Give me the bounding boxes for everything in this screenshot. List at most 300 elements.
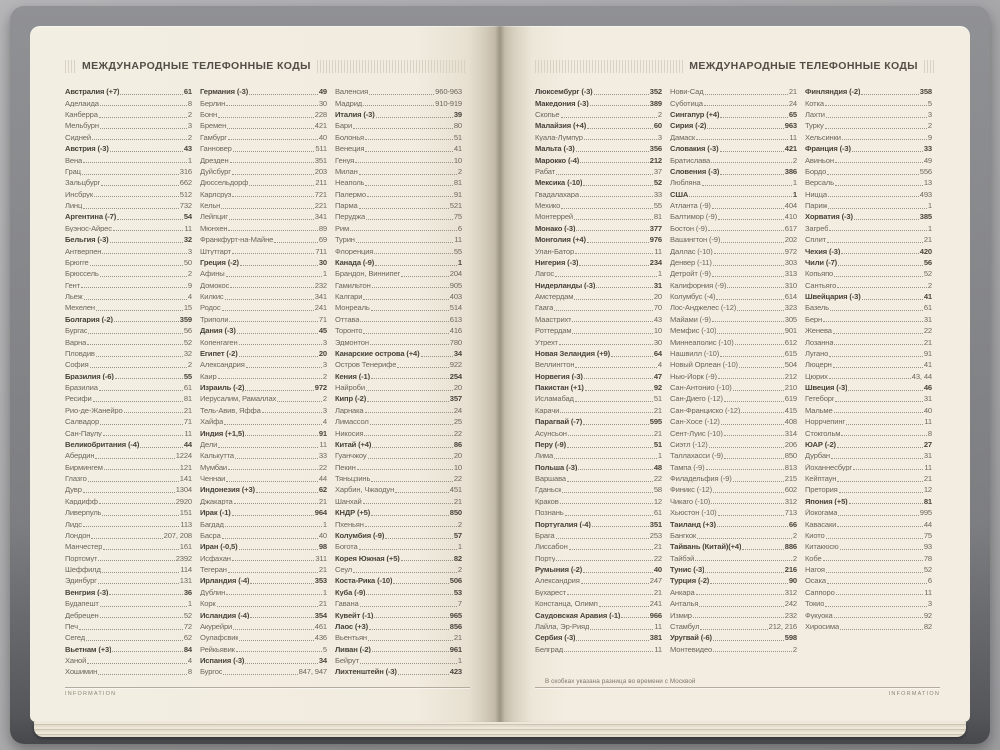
dot-leader xyxy=(368,640,453,641)
country-or-city-name: Нови-Сад xyxy=(670,88,704,96)
dot-leader xyxy=(831,458,923,459)
country-or-city-name: Нью-Йорк (-9) xyxy=(670,372,717,381)
dot-leader xyxy=(621,617,648,618)
dot-leader xyxy=(584,139,657,140)
dot-leader xyxy=(262,412,322,413)
dot-leader xyxy=(718,515,784,516)
code-entry xyxy=(200,427,327,438)
footer-rule xyxy=(535,687,940,688)
country-or-city-name: Измир xyxy=(670,611,692,620)
phone-code: 910-919 xyxy=(435,98,462,108)
country-or-city-name: Дублин xyxy=(200,588,226,597)
phone-code: 2 xyxy=(792,644,797,654)
dot-leader xyxy=(712,208,784,209)
code-entry xyxy=(670,541,797,552)
dot-leader xyxy=(101,185,179,186)
code-entry xyxy=(805,234,932,245)
country-or-city-name: Авиньон xyxy=(805,156,834,165)
code-entry xyxy=(670,587,797,598)
code-entry xyxy=(65,120,192,131)
dot-leader xyxy=(567,594,653,595)
country-or-city-name: Суботица xyxy=(670,99,703,108)
dot-leader xyxy=(221,208,314,209)
phone-code: 30 xyxy=(653,337,662,347)
dot-leader xyxy=(100,424,183,425)
phone-code: 12 xyxy=(923,485,932,495)
phone-code: 46 xyxy=(923,383,932,393)
code-entry xyxy=(335,484,462,495)
code-entry xyxy=(65,211,192,222)
country-or-city-name: Инсбрук xyxy=(65,190,94,199)
dot-leader xyxy=(230,162,314,163)
dot-leader xyxy=(225,299,314,300)
code-entry xyxy=(65,188,192,199)
code-entry xyxy=(200,200,327,211)
dot-leader xyxy=(372,287,449,288)
dot-leader xyxy=(90,367,187,368)
dot-leader xyxy=(721,242,784,243)
country-or-city-name: Лима xyxy=(535,452,554,460)
phone-code: 22 xyxy=(453,474,462,484)
phone-code: 52 xyxy=(183,610,192,620)
code-entry xyxy=(65,427,192,438)
country-or-city-name: Египет (-2) xyxy=(200,349,238,358)
phone-code: 451 xyxy=(449,485,462,495)
phone-code: 493 xyxy=(919,189,932,199)
code-entry xyxy=(335,609,462,620)
phone-code: 2 xyxy=(187,360,192,370)
country-or-city-name: Остров Тенерифе xyxy=(335,361,397,369)
phone-code: 389 xyxy=(649,98,662,108)
country-or-city-name: Бонн xyxy=(200,111,217,119)
phone-code: 1 xyxy=(792,178,797,188)
phone-code: 51 xyxy=(653,439,662,449)
code-entry xyxy=(335,632,462,643)
country-or-city-name: Малайзия (+4) xyxy=(535,122,587,130)
code-entry xyxy=(200,461,327,472)
phone-code: 21 xyxy=(923,474,932,484)
dot-leader xyxy=(554,310,653,311)
phone-code: 232 xyxy=(784,610,797,620)
phone-code: 732 xyxy=(179,201,192,211)
dot-leader xyxy=(594,94,649,95)
code-entry xyxy=(200,370,327,381)
code-entry xyxy=(200,109,327,120)
code-entry xyxy=(670,439,797,450)
code-entry xyxy=(65,609,192,620)
phone-code: 37 xyxy=(653,166,662,176)
phone-code: 420 xyxy=(919,246,932,256)
country-or-city-name: Штутгарт xyxy=(200,247,231,256)
dot-leader xyxy=(374,253,453,254)
phone-code: 602 xyxy=(784,485,797,495)
dot-leader xyxy=(398,674,449,675)
code-entry xyxy=(335,257,462,268)
dot-leader xyxy=(590,105,649,106)
phone-code: 311 xyxy=(315,553,327,563)
phone-code: 2 xyxy=(187,110,192,120)
phone-code: 6 xyxy=(927,576,932,586)
country-or-city-name: Колумбус (-4) xyxy=(670,293,716,301)
country-or-city-name: Венеция xyxy=(335,145,365,153)
code-entry xyxy=(805,359,932,370)
phone-code: 48 xyxy=(653,462,662,472)
phone-code: 21 xyxy=(318,565,327,575)
dot-leader xyxy=(401,276,449,277)
country-or-city-name: Триполи xyxy=(200,315,229,324)
dot-leader xyxy=(834,412,923,413)
phone-code: 960-963 xyxy=(435,87,462,97)
code-entry xyxy=(670,461,797,472)
dot-leader xyxy=(724,401,784,402)
code-entry xyxy=(670,154,797,165)
dot-leader xyxy=(713,492,784,493)
phone-code: 595 xyxy=(649,417,662,427)
country-or-city-name: Мумбаи xyxy=(200,463,227,472)
code-entry xyxy=(535,393,662,404)
phone-code: 212 xyxy=(649,155,662,165)
code-entry xyxy=(335,598,462,609)
dot-leader xyxy=(733,390,784,391)
country-or-city-name: Лайла, Эр-Рияд xyxy=(535,622,590,631)
phone-code: 1 xyxy=(457,656,462,666)
code-entry xyxy=(335,143,462,154)
dot-leader xyxy=(575,253,653,254)
dot-leader xyxy=(696,594,784,595)
code-entry xyxy=(335,666,462,677)
dot-leader xyxy=(852,151,923,152)
country-or-city-name: Таллахасси (-9) xyxy=(670,452,724,460)
country-or-city-name: Мальта (-3) xyxy=(535,145,575,153)
country-or-city-name: Кельн xyxy=(200,202,221,210)
phone-code: 210 xyxy=(784,383,797,393)
code-entry xyxy=(200,120,327,131)
footer-information-label: INFORMATION xyxy=(65,691,117,697)
phone-code: 61 xyxy=(923,303,932,313)
country-or-city-name: Иран (-0,5) xyxy=(200,543,238,551)
phone-code: 976 xyxy=(649,235,662,245)
code-entry xyxy=(200,211,327,222)
code-entry xyxy=(65,291,192,302)
codes-column xyxy=(65,86,192,678)
dot-leader xyxy=(250,617,314,618)
code-entry xyxy=(670,552,797,563)
dot-leader xyxy=(861,94,918,95)
country-or-city-name: Загреб xyxy=(805,224,829,233)
country-or-city-name: Гданьск xyxy=(535,486,562,494)
country-or-city-name: Лидс xyxy=(65,520,82,529)
phone-code: 11 xyxy=(454,235,462,245)
phone-code: 312 xyxy=(784,496,797,506)
country-or-city-name: Бразилия (-6) xyxy=(65,372,114,381)
country-or-city-name: Китай (+4) xyxy=(335,440,372,449)
country-or-city-name: Александрия xyxy=(535,577,580,585)
phone-code: 504 xyxy=(784,360,797,370)
dot-leader xyxy=(96,356,183,357)
country-or-city-name: Дрезден xyxy=(200,156,229,165)
phone-code: 314 xyxy=(784,428,797,438)
country-or-city-name: Новая Зеландия (+9) xyxy=(535,349,610,358)
dot-leader xyxy=(83,162,187,163)
code-entry xyxy=(65,575,192,586)
dot-leader xyxy=(716,299,783,300)
country-or-city-name: Гамильтон xyxy=(335,281,371,290)
code-entry xyxy=(200,245,327,256)
dot-leader xyxy=(239,640,313,641)
code-entry xyxy=(65,279,192,290)
codes-column xyxy=(670,86,797,655)
code-entry xyxy=(335,348,462,359)
code-entry xyxy=(535,291,662,302)
code-entry xyxy=(670,575,797,586)
dot-leader xyxy=(110,242,183,243)
dot-leader xyxy=(99,390,183,391)
country-or-city-name: Куала-Лумпур xyxy=(535,133,583,142)
code-entry xyxy=(670,643,797,654)
country-or-city-name: Детройт (-9) xyxy=(670,270,711,278)
country-or-city-name: Китакюсю xyxy=(805,543,839,551)
phone-code: 5 xyxy=(927,98,932,108)
dot-leader xyxy=(227,128,314,129)
dot-leader xyxy=(103,549,178,550)
phone-code: 33 xyxy=(318,451,327,461)
code-entry xyxy=(335,564,462,575)
phone-code: 512 xyxy=(179,189,192,199)
code-entry xyxy=(805,348,932,359)
country-or-city-name: Бельгия (-3) xyxy=(65,236,109,244)
dot-leader xyxy=(562,492,652,493)
phone-code: 31 xyxy=(923,451,932,461)
code-entry xyxy=(805,211,932,222)
footer-information-label: INFORMATION xyxy=(888,691,940,697)
code-entry xyxy=(670,132,797,143)
code-entry xyxy=(200,621,327,632)
dot-leader xyxy=(596,287,653,288)
country-or-city-name: Лаос (+3) xyxy=(335,622,368,631)
dot-leader xyxy=(355,162,453,163)
phone-code: 1 xyxy=(187,599,192,609)
dot-leader xyxy=(229,219,314,220)
dot-leader xyxy=(218,378,322,379)
code-entry xyxy=(535,314,662,325)
country-or-city-name: Ханой xyxy=(65,657,87,665)
dot-leader xyxy=(828,196,919,197)
country-or-city-name: Турку xyxy=(805,122,824,130)
dot-leader xyxy=(720,174,783,175)
country-or-city-name: Бейрут xyxy=(335,657,359,665)
code-entry xyxy=(65,86,192,97)
dot-leader xyxy=(421,356,453,357)
code-entry xyxy=(805,507,932,518)
country-or-city-name: Тайвань (Китай)(+4) xyxy=(670,543,742,551)
dot-leader xyxy=(239,549,318,550)
phone-code: 51 xyxy=(653,394,662,404)
dot-leader xyxy=(256,492,318,493)
code-entry xyxy=(805,530,932,541)
country-or-city-name: Рим xyxy=(335,224,350,233)
code-entry xyxy=(535,359,662,370)
country-or-city-name: Маастрихт xyxy=(535,315,572,324)
code-entry xyxy=(805,97,932,108)
phone-code: 91 xyxy=(318,428,327,438)
code-entry xyxy=(65,143,192,154)
code-entry xyxy=(335,359,462,370)
phone-code: 113 xyxy=(180,519,192,529)
code-entry xyxy=(670,97,797,108)
country-or-city-name: Будапешт xyxy=(65,600,99,608)
phone-code: 385 xyxy=(919,212,932,222)
country-or-city-name: Франкфурт-на-Майне xyxy=(200,236,274,244)
country-or-city-name: Париж xyxy=(805,202,828,210)
code-entry xyxy=(335,507,462,518)
code-entry xyxy=(670,302,797,313)
code-entry xyxy=(65,507,192,518)
phone-code: 24 xyxy=(788,98,797,108)
dot-leader xyxy=(232,174,314,175)
code-entry xyxy=(535,530,662,541)
country-or-city-name: Бургас xyxy=(65,327,88,335)
phone-code: 972 xyxy=(314,383,327,393)
phone-code: 141 xyxy=(179,474,192,484)
phone-code: 11 xyxy=(924,417,932,427)
code-entry xyxy=(805,518,932,529)
code-entry xyxy=(335,530,462,541)
country-or-city-name: Копьяпо xyxy=(805,270,834,278)
phone-code: 55 xyxy=(653,201,662,211)
country-or-city-name: Рейкьявик xyxy=(200,645,235,654)
code-entry xyxy=(805,223,932,234)
country-or-city-name: Болонья xyxy=(335,133,364,142)
phone-code: 253 xyxy=(649,530,662,540)
phone-code: 61 xyxy=(183,87,192,97)
country-or-city-name: Аделаида xyxy=(65,99,99,108)
dot-leader xyxy=(560,412,653,413)
phone-code: 8 xyxy=(187,667,192,677)
code-entry xyxy=(200,154,327,165)
country-or-city-name: Гуанчжоу xyxy=(335,452,367,460)
country-or-city-name: Мельбурн xyxy=(65,122,99,130)
dot-leader xyxy=(611,356,653,357)
dot-leader xyxy=(587,128,653,129)
phone-code: 21 xyxy=(653,587,662,597)
code-entry xyxy=(805,370,932,381)
right-page xyxy=(500,26,970,722)
dot-leader xyxy=(836,594,924,595)
dot-leader xyxy=(587,242,649,243)
country-or-city-name: Эдинбург xyxy=(65,577,97,585)
code-entry xyxy=(65,177,192,188)
dot-leader xyxy=(226,594,322,595)
country-or-city-name: Австрия (-3) xyxy=(65,145,109,153)
code-entry xyxy=(65,655,192,666)
phone-code: 1 xyxy=(322,269,327,279)
dot-leader xyxy=(93,401,183,402)
code-entry xyxy=(65,439,192,450)
code-entry xyxy=(200,268,327,279)
phone-code: 901 xyxy=(784,326,797,336)
dot-leader xyxy=(826,117,927,118)
country-or-city-name: Ресифи xyxy=(65,395,92,403)
dot-leader xyxy=(88,333,182,334)
code-entry xyxy=(805,382,932,393)
phone-code: 2 xyxy=(927,280,932,290)
code-entry xyxy=(335,166,462,177)
phone-code: 81 xyxy=(653,212,662,222)
dot-leader xyxy=(556,174,653,175)
phone-code: 886 xyxy=(784,542,797,552)
phone-code: 408 xyxy=(784,417,797,427)
code-entry xyxy=(535,211,662,222)
phone-code: 56 xyxy=(923,257,932,267)
phone-code: 80 xyxy=(453,121,462,131)
phone-code: 41 xyxy=(923,360,932,370)
dot-leader xyxy=(565,515,653,516)
country-or-city-name: Индонезия (+3) xyxy=(200,486,255,494)
code-entry xyxy=(670,393,797,404)
dot-leader xyxy=(82,174,179,175)
dot-leader xyxy=(371,515,449,516)
code-entry xyxy=(200,439,327,450)
code-entry xyxy=(805,154,932,165)
code-entry xyxy=(335,154,462,165)
phone-code: 11 xyxy=(789,132,797,142)
dot-leader xyxy=(828,208,926,209)
phone-code: 10 xyxy=(453,462,462,472)
dot-leader xyxy=(829,378,911,379)
country-or-city-name: Брага xyxy=(535,531,555,540)
dot-leader xyxy=(712,276,784,277)
country-or-city-name: Буэнос-Айрес xyxy=(65,224,112,233)
dot-leader xyxy=(837,447,923,448)
dot-leader xyxy=(112,651,182,652)
country-or-city-name: Салвадор xyxy=(65,418,100,426)
code-entry xyxy=(335,188,462,199)
code-entry xyxy=(65,109,192,120)
phone-code: 21 xyxy=(453,633,462,643)
country-or-city-name: Базель xyxy=(805,304,829,312)
country-or-city-name: Калгари xyxy=(335,293,363,301)
code-entry xyxy=(535,541,662,552)
dot-leader xyxy=(90,265,183,266)
phone-code: 3 xyxy=(322,405,327,415)
code-entry xyxy=(335,279,462,290)
code-entry xyxy=(335,473,462,484)
phone-code: 151 xyxy=(179,508,192,518)
phone-code: 2392 xyxy=(175,553,192,563)
dot-leader xyxy=(829,230,927,231)
code-entry xyxy=(670,609,797,620)
country-or-city-name: Индия (+1,5) xyxy=(200,429,245,438)
code-entry xyxy=(535,405,662,416)
code-entry xyxy=(670,223,797,234)
country-or-city-name: Тяньцзинь xyxy=(335,475,371,483)
code-entry xyxy=(805,484,932,495)
dot-leader xyxy=(840,629,923,630)
code-entry xyxy=(805,86,932,97)
country-or-city-name: Ирландия (-4) xyxy=(200,577,250,585)
code-entry xyxy=(535,473,662,484)
dot-leader xyxy=(841,435,927,436)
country-or-city-name: Вена xyxy=(65,156,83,165)
dot-leader xyxy=(720,117,787,118)
phone-code: 359 xyxy=(179,314,192,324)
phone-code: 21 xyxy=(183,405,192,415)
code-entry xyxy=(200,188,327,199)
code-entry xyxy=(200,450,327,461)
dot-leader xyxy=(700,629,767,630)
phone-code: 15 xyxy=(183,303,192,313)
code-entry xyxy=(200,382,327,393)
